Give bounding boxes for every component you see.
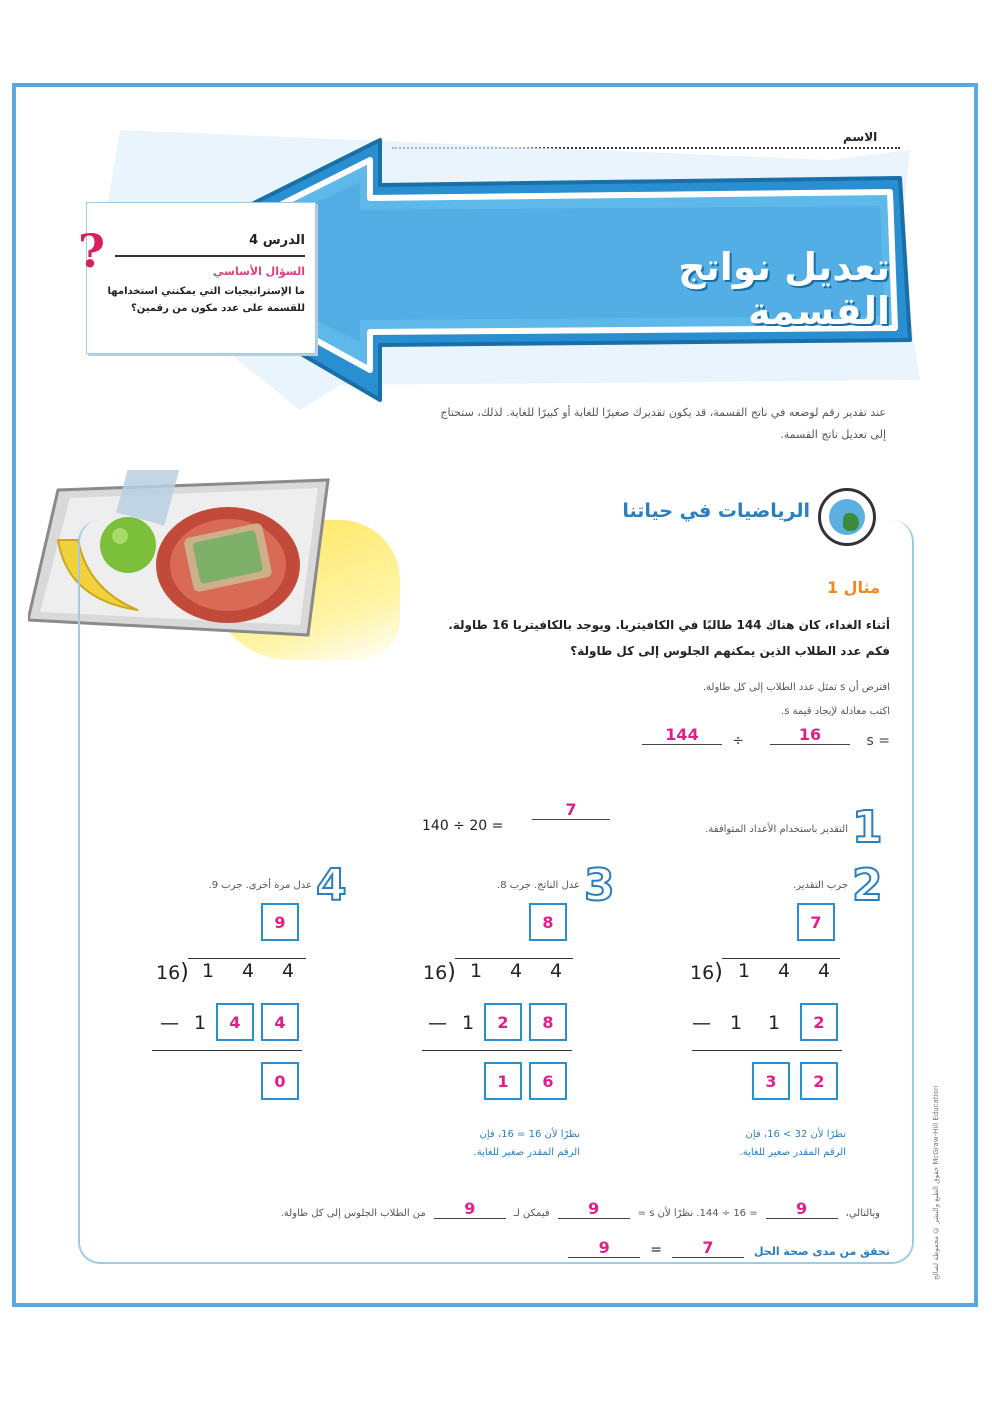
equation-row — [380, 725, 890, 755]
step-4-divisor-value: 16 — [156, 962, 181, 984]
step-3-quotient-box[interactable]: 8 — [529, 903, 567, 941]
check-blank-1[interactable]: 7 — [672, 1238, 744, 1258]
step-3-division-bar — [455, 958, 573, 959]
step-3-note-line-1: نظرًا لأن 16 = 16، فإن — [479, 1129, 580, 1140]
step-2-dividend-3: 4 — [818, 960, 831, 982]
step-1-answer[interactable]: 7 — [532, 800, 610, 820]
section-title: الرياضيات في حياتنا — [622, 500, 810, 522]
step-4-text: عدل مرة أخرى. جرب 9. — [208, 880, 312, 891]
step-3-rem-box-2[interactable]: 6 — [529, 1062, 567, 1100]
conclusion-text-1: وبالتالي، — [845, 1208, 880, 1219]
step-4-sub-box-2[interactable]: 4 — [261, 1003, 299, 1041]
write-equation-text: اكتب معادلة لإيجاد قيمة s. — [781, 706, 890, 717]
step-3-dividend-2: 4 — [510, 960, 523, 982]
conclusion-blank-2[interactable]: 9 — [558, 1199, 630, 1219]
step-2-division-bar — [722, 958, 840, 959]
step-2-divisor: 16) — [690, 960, 723, 985]
problem-line-1: أثناء الغداء، كان هناك 144 طالبًا في الكافيتريا. ويوجد بالكافيتريا 16 طاولة. — [448, 618, 890, 632]
step-3-rem-box-1[interactable]: 1 — [484, 1062, 522, 1100]
step-2-sub-digit-2: 1 — [768, 1012, 781, 1034]
conclusion-blank-3[interactable]: 9 — [434, 1199, 506, 1219]
lesson-divider — [115, 255, 305, 257]
step-2-subtraction-line — [692, 1050, 842, 1051]
copyright-text: حقوق الطبع والنشر © محفوظة لصالح McGraw-Hill Education — [932, 1085, 940, 1280]
step-3-note-line-2: الرقم المقدر صغير للغاية. — [473, 1147, 580, 1158]
intro-paragraph: عند تقدير رقم لوضعه في ناتج القسمة، قد يكون تقديرك صغيرًا للغاية أو كبيرًا للغاية. لذلك، ستحتاج إلى تعديل ناتج القسمة. — [440, 406, 886, 441]
step-4-dividend-1: 1 — [202, 960, 215, 982]
step-4-sub-digit: 1 — [194, 1012, 207, 1034]
essential-question-label: السؤال الأساسي — [213, 265, 305, 278]
step-4-dividend-3: 4 — [282, 960, 295, 982]
step-2-divisor-value: 16 — [690, 962, 715, 984]
step-2-minus: — — [692, 1012, 711, 1034]
step-4-minus: — — [160, 1012, 179, 1034]
step-3-dividend-3: 4 — [550, 960, 563, 982]
problem-text — [300, 612, 890, 664]
step-2-quotient-box[interactable]: 7 — [797, 903, 835, 941]
step-3-number: 3 — [584, 860, 615, 911]
step-3-minus: — — [428, 1012, 447, 1034]
step-2-number: 2 — [852, 860, 883, 911]
check-equals: = — [650, 1242, 662, 1258]
problem-line-2: فكم عدد الطلاب الذين يمكنهم الجلوس إلى كل طاولة؟ — [570, 644, 890, 658]
question-mark-icon: ? — [78, 224, 105, 278]
step-3-divisor-value: 16 — [423, 962, 448, 984]
step-3-dividend-1: 1 — [470, 960, 483, 982]
step-3-text: عدل الناتج. جرب 8. — [497, 880, 580, 891]
step-2-dividend-1: 1 — [738, 960, 751, 982]
instructions — [420, 676, 890, 724]
lesson-number: الدرس 4 — [249, 233, 305, 248]
step-3-divisor: 16) — [423, 960, 456, 985]
check-label: تحقق من مدى صحة الحل — [753, 1245, 890, 1258]
assume-text: افترض أن s تمثل عدد الطلاب إلى كل طاولة. — [702, 682, 890, 693]
example-label: مثال 1 — [826, 578, 880, 597]
step-1-expression: 140 ÷ 20 = — [422, 818, 504, 834]
step-2-note-line-2: الرقم المقدر صغير للغاية. — [739, 1147, 846, 1158]
step-4-number: 4 — [316, 860, 347, 911]
conclusion-blank-1[interactable]: 9 — [766, 1199, 838, 1219]
step-2-sub-digit-1: 1 — [730, 1012, 743, 1034]
step-3-sub-box-2[interactable]: 8 — [529, 1003, 567, 1041]
check-row — [500, 1228, 890, 1258]
step-2-rem-box-1[interactable]: 3 — [752, 1062, 790, 1100]
divide-sign: ÷ — [732, 733, 744, 749]
page-title: تعديل نواتج القسمة — [678, 245, 890, 333]
step-2-rem-box-2[interactable]: 2 — [800, 1062, 838, 1100]
check-blank-2[interactable]: 9 — [568, 1238, 640, 1258]
step-4-quotient-box[interactable]: 9 — [261, 903, 299, 941]
step-3-note — [420, 1126, 580, 1162]
step-4-subtraction-line — [152, 1050, 302, 1051]
step-2-text: جرب التقدير. — [793, 880, 848, 891]
step-2-sub-box[interactable]: 2 — [800, 1003, 838, 1041]
step-1-text: التقدير باستخدام الأعداد المتوافقة. — [705, 824, 848, 835]
conclusion-text-2: = 16 ÷ 144. نظرًا لأن s = — [637, 1208, 758, 1219]
step-4-divisor: 16) — [156, 960, 189, 985]
step-4-rem-box[interactable]: 0 — [261, 1062, 299, 1100]
conclusion-text-4: من الطلاب الجلوس إلى كل طاولة. — [280, 1208, 426, 1219]
step-2-note — [690, 1126, 846, 1162]
step-4-division-bar — [188, 958, 306, 959]
step-2-dividend-2: 4 — [778, 960, 791, 982]
conclusion-sentence — [110, 1185, 880, 1219]
conclusion-text-3: فيمكن لـ — [513, 1208, 550, 1219]
step-2-note-line-1: نظرًا لأن 32 > 16، فإن — [745, 1129, 846, 1140]
step-3-sub-box-1[interactable]: 2 — [484, 1003, 522, 1041]
step-3-sub-digit: 1 — [462, 1012, 475, 1034]
step-4-dividend-2: 4 — [242, 960, 255, 982]
equation-blank-dividend[interactable]: 144 — [642, 725, 722, 745]
globe-icon — [818, 488, 876, 546]
step-3-subtraction-line — [422, 1050, 572, 1051]
lesson-card — [86, 202, 316, 354]
equation-blank-divisor[interactable]: 16 — [770, 725, 850, 745]
essential-question-text: ما الإستراتيجيات التي يمكنني استخدامها للقسمة على عدد مكون من رقمين؟ — [107, 286, 305, 314]
step-4-sub-box-1[interactable]: 4 — [216, 1003, 254, 1041]
equation-variable: s = — [866, 733, 890, 749]
step-1-number: 1 — [852, 802, 883, 853]
name-label: الاسم — [843, 130, 878, 144]
